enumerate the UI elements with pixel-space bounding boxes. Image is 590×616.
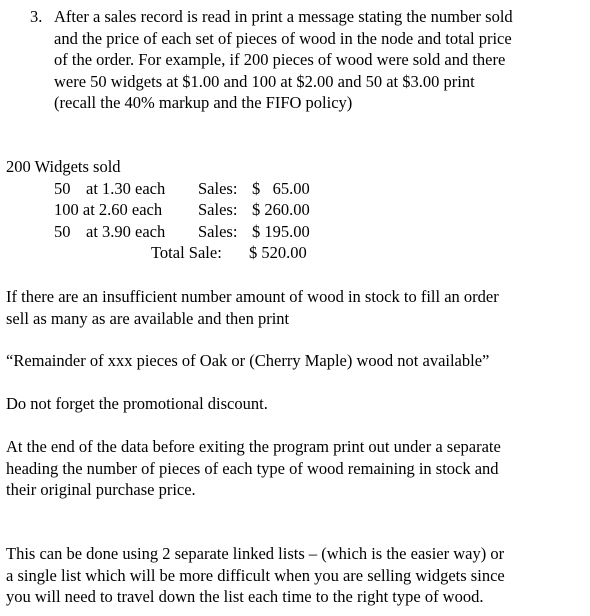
paragraph-line: heading the number of pieces of each type of wood remaining in stock and xyxy=(6,458,499,478)
sales-label: Sales: xyxy=(198,179,238,198)
note-line: Do not forget the promotional discount. xyxy=(6,394,268,413)
paragraph-line: a single list which will be more difficult when you are selling widgets since xyxy=(6,565,505,585)
sales-qty: 50 xyxy=(54,222,71,241)
insufficient-stock-paragraph xyxy=(6,286,499,329)
sales-qty: 50 xyxy=(54,179,71,198)
paragraph-line: you will need to travel down the list each time to the right type of wood. xyxy=(6,587,484,606)
paragraph-line: sell as many as are available and then print xyxy=(6,308,290,328)
paragraph-line: If there are an insufficient number amount of wood in stock to fill an order xyxy=(6,287,499,306)
total-sale-amount: $ 520.00 xyxy=(249,243,307,262)
paragraph-line: This can be done using 2 separate linked lists – (which is the easier way) or xyxy=(6,544,505,563)
message-line: “Remainder of xxx pieces of Oak or (Cherry Maple) wood not available” xyxy=(6,351,490,370)
item-line: were 50 widgets at $1.00 and 100 at $2.00 and 50 at $3.00 print xyxy=(54,71,475,91)
sales-amount: $ 65.00 xyxy=(252,179,310,198)
remainder-message xyxy=(6,350,489,372)
discount-note xyxy=(6,393,268,415)
paragraph-line: their original purchase price. xyxy=(6,480,196,499)
end-of-data-paragraph xyxy=(6,436,501,501)
sales-amount: $ 260.00 xyxy=(252,200,310,219)
total-sale-label: Total Sale: xyxy=(151,243,222,262)
sales-label: Sales: xyxy=(198,222,238,241)
item-number: 3. xyxy=(30,7,43,26)
sales-heading: 200 Widgets sold xyxy=(6,157,121,176)
sales-price: 100 at 2.60 each xyxy=(54,200,163,219)
sales-label: Sales: xyxy=(198,200,238,219)
item-line: of the order. For example, if 200 pieces of wood were sold and there xyxy=(54,50,506,69)
item-line: (recall the 40% markup and the FIFO policy) xyxy=(54,93,353,112)
sales-amount: $ 195.00 xyxy=(252,222,310,241)
sales-price: at 3.90 each xyxy=(86,222,166,241)
paragraph-line: At the end of the data before exiting the program print out under a separate xyxy=(6,437,501,456)
item-line: and the price of each set of pieces of wood in the node and total price xyxy=(54,28,512,48)
sales-price: at 1.30 each xyxy=(86,179,166,198)
linked-lists-paragraph xyxy=(6,543,505,608)
item-line: After a sales record is read in print a message stating the number sold xyxy=(54,7,513,26)
item-text xyxy=(54,6,584,114)
